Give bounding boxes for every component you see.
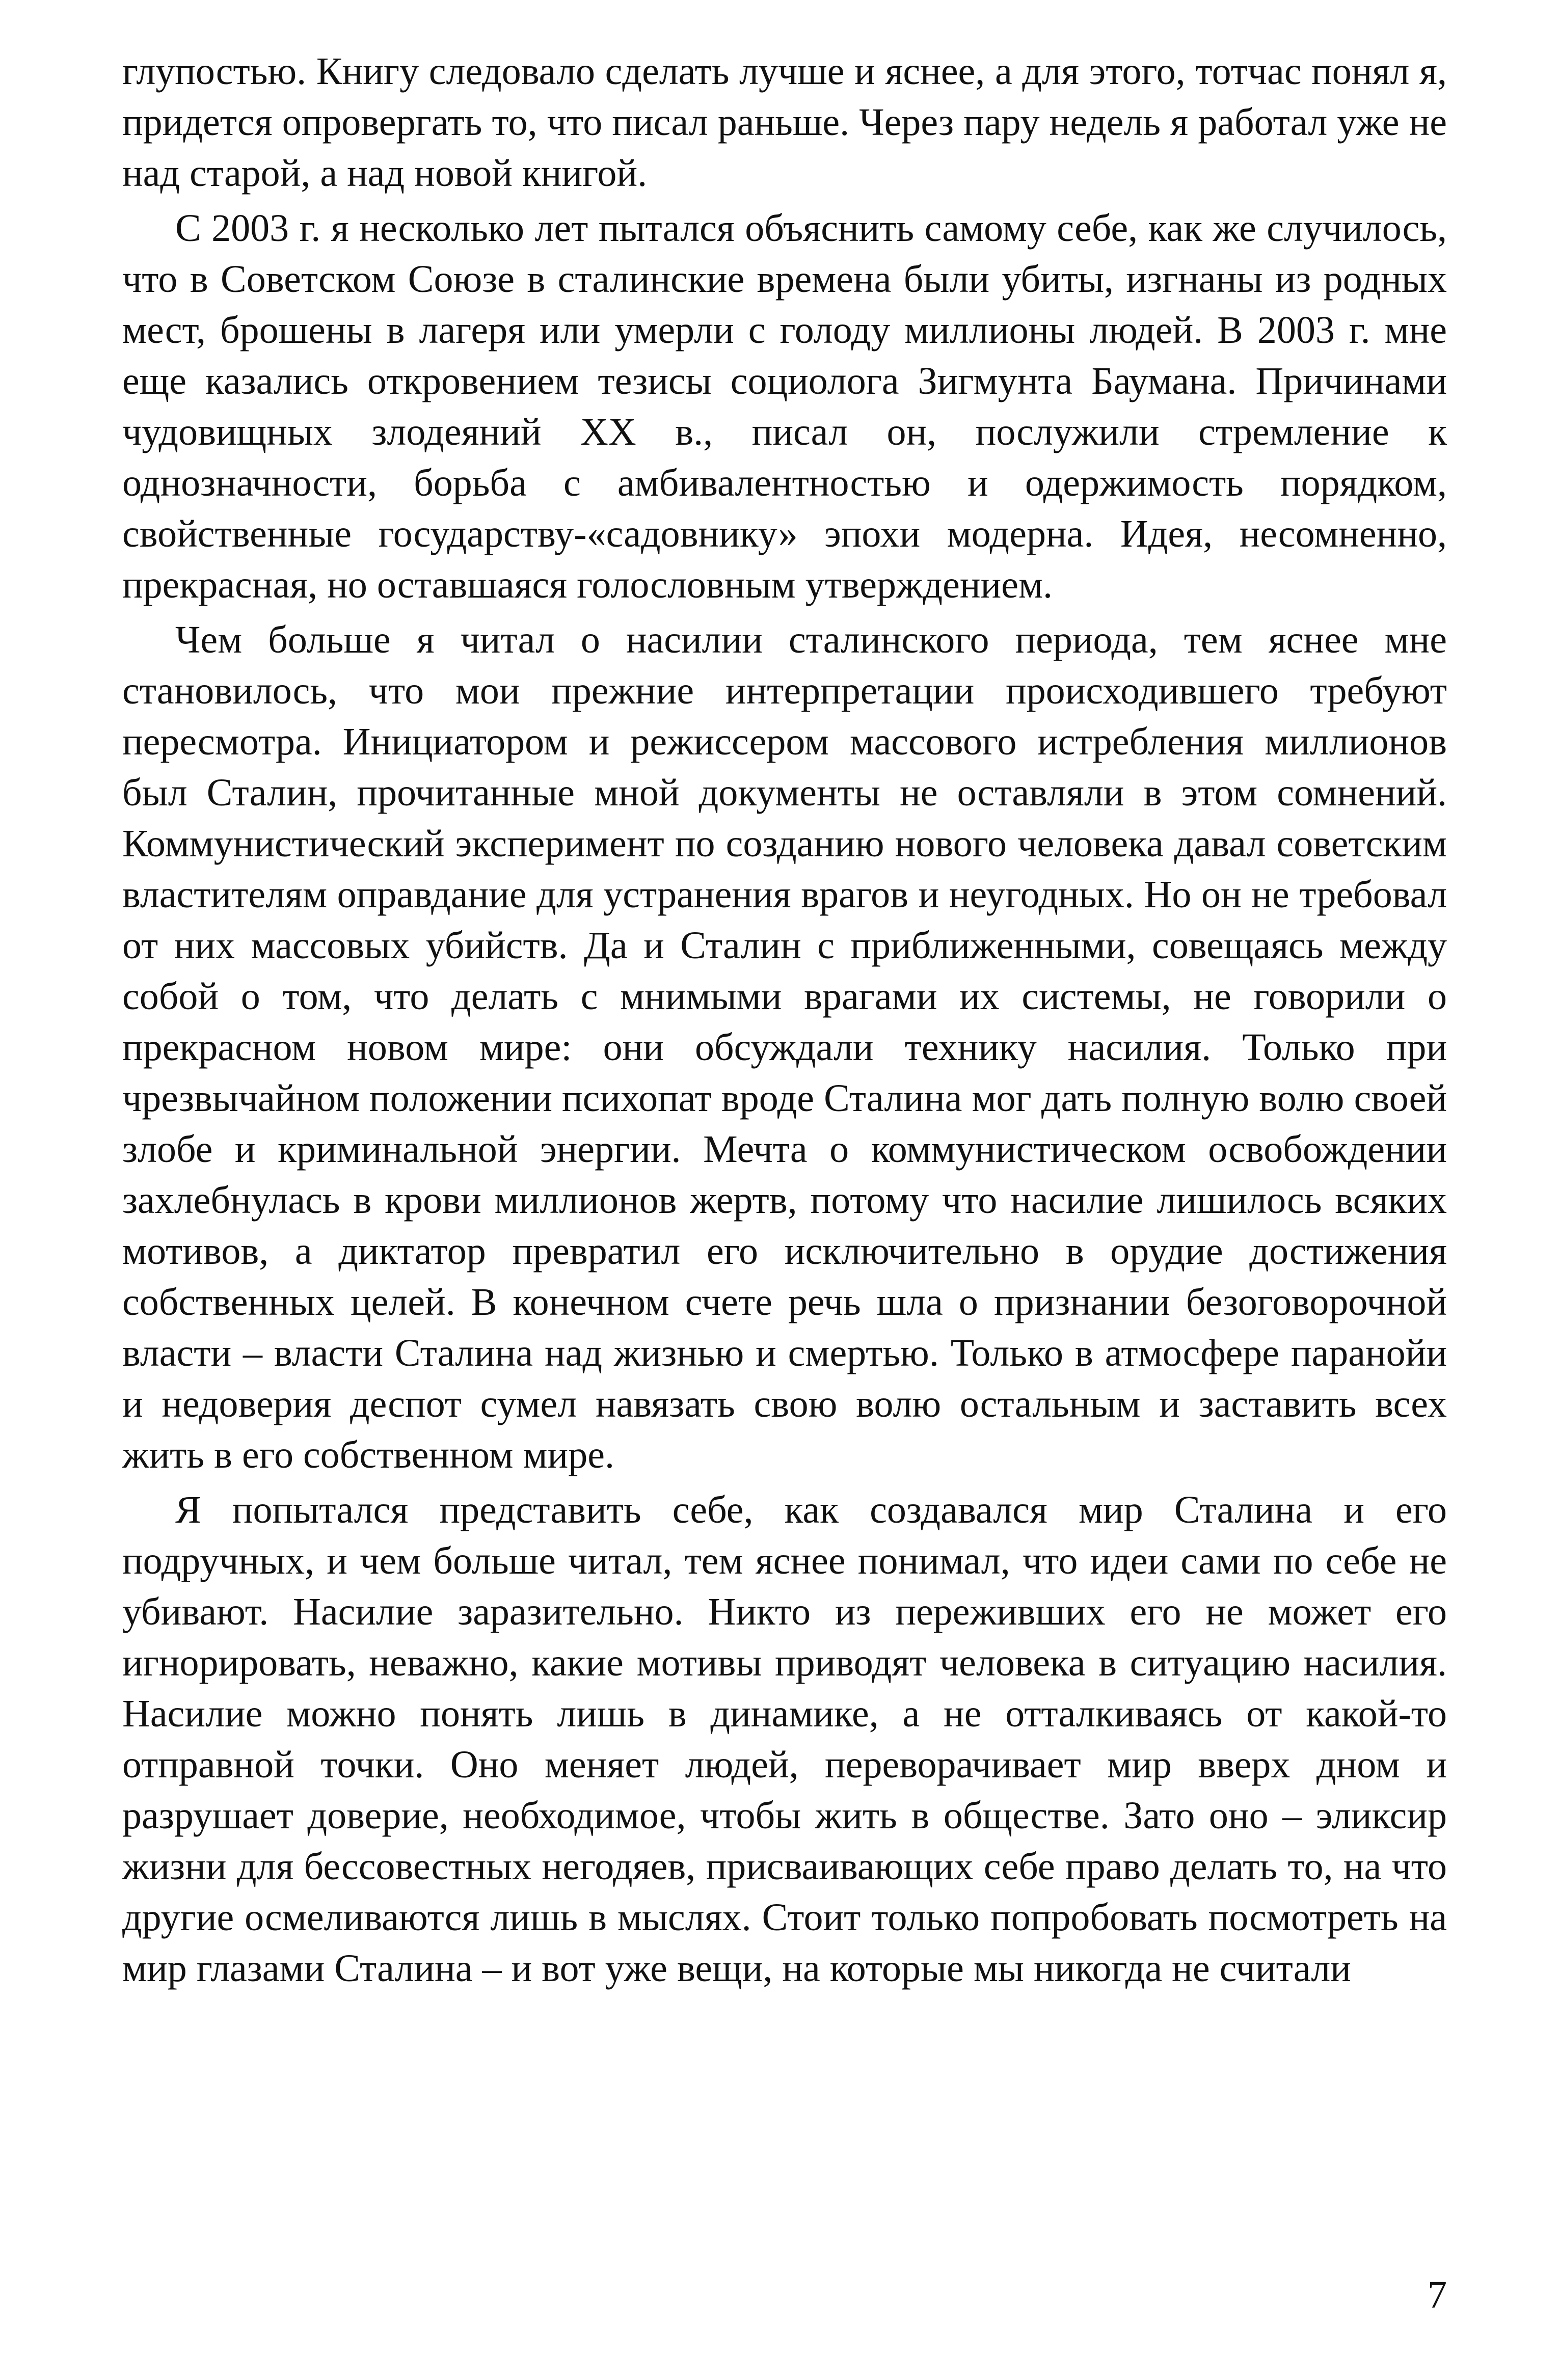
paragraph: Я попытался представить себе, как создавался мир Сталина и его подручных, и чем больше читал, тем яснее понимал, что идеи сами по себе не убивают. Насилие заразительно. Никто из переживших его не может его игнорировать, неважно, какие мотивы приводят человека в ситуацию насилия. Насилие можно понять лишь в динамике, а не отталкиваясь от какой-то отправной точки. Оно меняет людей, переворачивает мир вверх дном и разрушает доверие, необходимое, чтобы жить в обществе. Зато оно – эликсир жизни для бессовестных негодяев, присваивающих себе право делать то, на что другие осмеливаются лишь в мыслях. Стоит только попробовать посмотреть на мир глазами Сталина – и вот уже вещи, на которые мы никогда не считали	[122, 1489, 1447, 1990]
paragraph: С 2003 г. я несколько лет пытался объяснить самому себе, как же случилось, что в Советском Союзе в сталинские времена были убиты, изгнаны из родных мест, брошены в лагеря или умерли с голоду миллионы людей. В 2003 г. мне еще казались откровением тезисы социолога Зигмунта Баумана. Причинами чудовищных злодеяний XX в., писал он, послужили стремление к однозначности, борьба с амбивалентностью и одержимость порядком, свойственные государству-«садовнику» эпохи модерна. Идея, несомненно, прекрасная, но оставшаяся голословным утверждением.	[122, 207, 1447, 606]
body-text	[122, 46, 1447, 1994]
page-number: 7	[1428, 2274, 1447, 2316]
paragraph-continuation: глупостью. Книгу следовало сделать лучше и яснее, а для этого, тотчас понял я, придется опровергать то, что писал раньше. Через пару недель я работал уже не над старой, а над новой книгой.	[122, 50, 1447, 195]
paragraph: Чем больше я читал о насилии сталинского периода, тем яснее мне становилось, что мои прежние интерпретации происходившего требуют пересмотра. Инициатором и режиссером массового истребления миллионов был Сталин, прочитанные мной документы не оставляли в этом сомнений. Коммунистический эксперимент по созданию нового человека давал советским властителям оправдание для устранения врагов и неугодных. Но он не требовал от них массовых убийств. Да и Сталин с приближенными, совещаясь между собой о том, что делать с мнимыми врагами их системы, не говорили о прекрасном новом мире: они обсуждали технику насилия. Только при чрезвычайном положении психопат вроде Сталина мог дать полную волю своей злобе и криминальной энергии. Мечта о коммунистическом освобождении захлебнулась в крови миллионов жертв, потому что насилие лишилось всяких мотивов, а диктатор превратил его исключительно в орудие достижения собственных целей. В конечном счете речь шла о признании безоговорочной власти – власти Сталина над жизнью и смертью. Только в атмосфере паранойи и недоверия деспот сумел навязать свою волю остальным и заставить всех жить в его собственном мире.	[122, 618, 1447, 1476]
